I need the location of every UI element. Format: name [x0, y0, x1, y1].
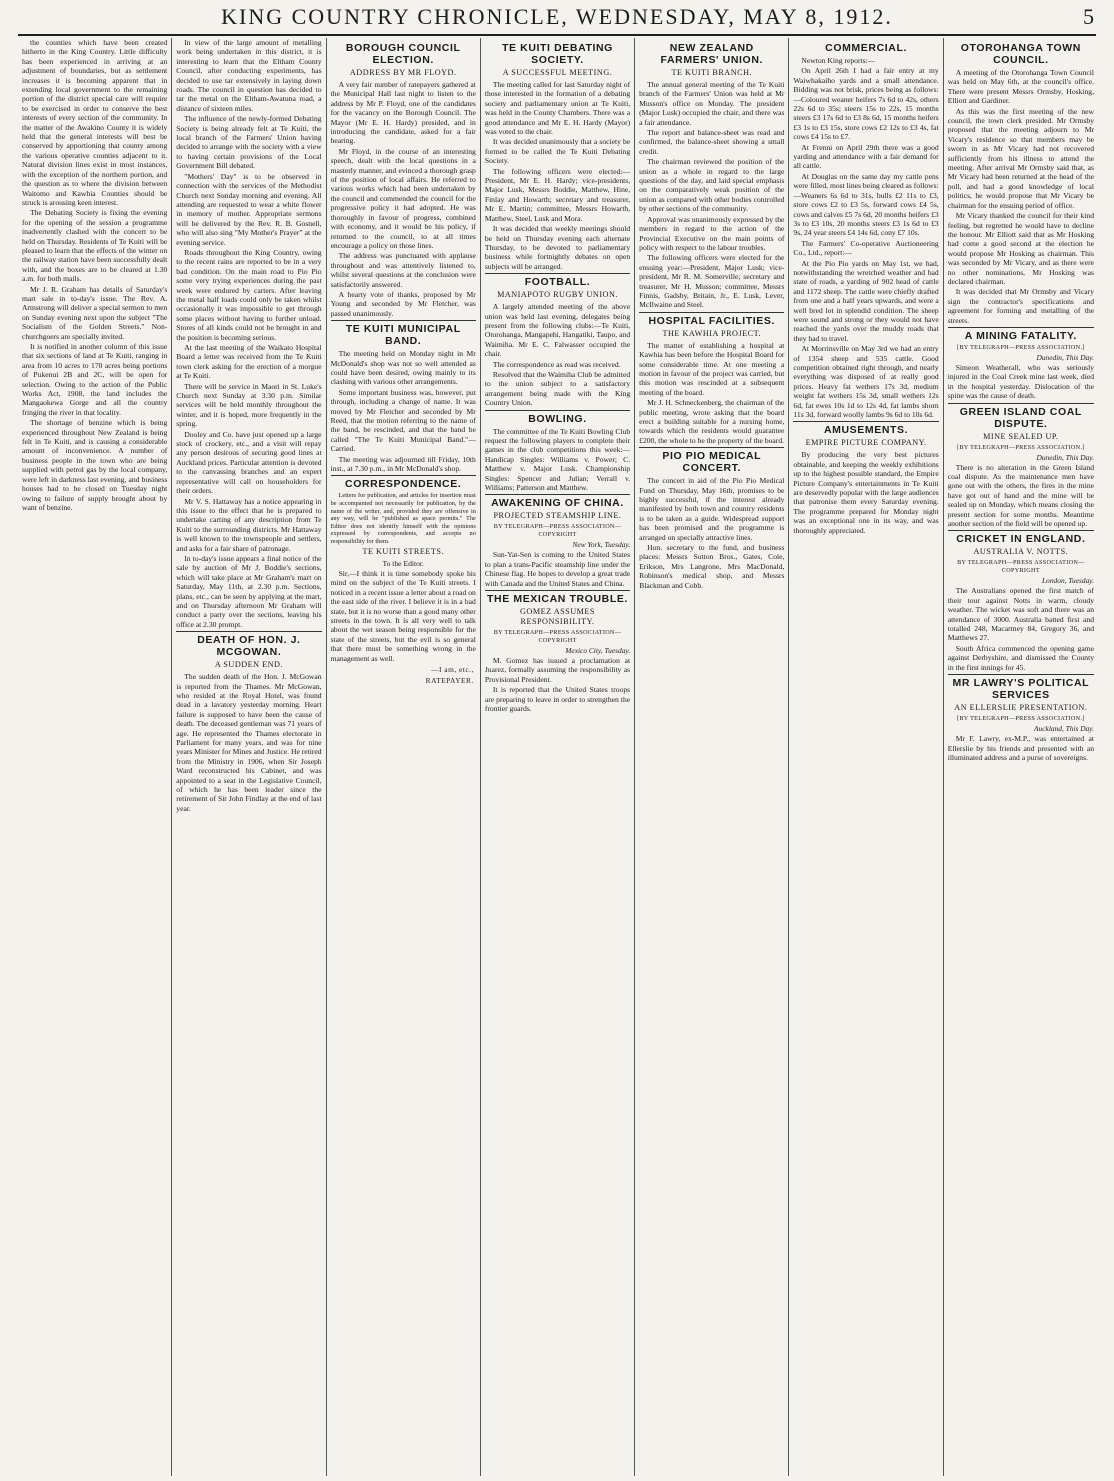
article-subheadline: A SUCCESSFUL MEETING.: [502, 68, 613, 77]
dateline-place: New York, Tuesday.: [572, 540, 631, 550]
article-subheadline: TE KUITI BRANCH.: [671, 68, 753, 77]
paragraph: The influence of the newly-formed Debating Society is being already felt at Te Kuiti, the local branch of the Farmers' Union having decided to arrange with the society with a view to having certain provisions of the Local Government Bill debated.: [176, 114, 322, 171]
paragraph: "Mothers' Day" is to be observed in connection with the services of the Methodist Church next Sunday morning and evening. All attending are requested to wear a white flower in memory of mother. Appropriate sermons will be delivered by the Rev. R. B. Gosnell, who will also sing "My Mother's Prayer" at the evening service.: [176, 171, 322, 247]
dateline-agency: BY TELEGRAPH—PRESS ASSOCIATION—COPYRIGHT: [957, 559, 1085, 575]
paragraph: It is reported that the United States troops are preparing to leave in order to strengthen the frontier guards.: [484, 685, 631, 714]
paragraph: The correspondence as read was received.: [492, 359, 621, 369]
paragraph: Letters for publication, and articles for insertion must be accompanied not necessarily for publication, by the name of the writer, and, provided they are offensive in any way, will be "published as space permits." The Editor does not identify himself with the opinions expressed by correspondents, and accepts no responsibility for them.: [330, 492, 476, 545]
paragraph: The annual general meeting of the Te Kuiti branch of the Farmers' Union was held at Mr Musson's office on Monday. The president (Major Lusk) occupied the chair, and there was a fair attendance.: [639, 80, 785, 127]
dateline-agency: [BY TELEGRAPH—PRESS ASSOCIATION.]: [957, 343, 1085, 351]
column-4: [481, 38, 635, 1476]
article-subheadline: THE KAWHIA PROJECT.: [662, 328, 762, 338]
dateline-place: Dunedin, This Day.: [1036, 452, 1094, 462]
article-subheadline: PROJECTED STEAMSHIP LINE.: [493, 511, 622, 521]
column-2: [172, 38, 326, 1476]
paragraph: Sun-Yat-Sen is coming to the United States to plan a trans-Pacific steamship line under the Chinese flag. He hopes to develop a great trade with Canada and the United States and China.: [484, 550, 631, 588]
paragraph: A largely attended meeting of the above union was held last evening, delegates being present from the following clubs:—Te Kuiti, Otorohanga, Mangapehi, Hangatiki, Taupo, and Waimiha. Mr E. C. Falwasser occupied the chair.: [484, 302, 631, 359]
paragraph: There will be service in Maori in St. Luke's Church next Sunday at 3.30 p.m. Similar services will be held monthly throughout the winter, and it is hoped, more frequently in the spring.: [176, 381, 322, 429]
paragraph: It is notified in another column of this issue that six sections of land at Te Kuiti, ranging in area from 10 acres to 170 acres being portions of Pukenui 2B and 2C, will be open for selection. Owing to the action of the Public Works Act, 1908, the land includes the Mangaokewa Gorge and all the country fringing the river in that locality.: [22, 342, 168, 417]
column-6: [789, 38, 943, 1476]
paragraph: Approval was unanimously expressed by the members in regard to the action of the Provincial Executive on the main points of policy with respect to the labour troubles.: [639, 214, 785, 252]
article-headline: PIO PIO MEDICAL CONCERT.: [639, 447, 784, 474]
article-subheadline: GOMEZ ASSUMES RESPONSIBILITY.: [520, 607, 595, 627]
paragraph: A hearty vote of thanks, proposed by Mr Young and seconded by Mr Fletcher, was passed unanimously.: [330, 289, 476, 318]
page-number: 5: [1083, 4, 1094, 29]
paragraph: The report and balance-sheet was read and confirmed, the balance-sheet showing a small credit.: [639, 128, 785, 156]
paragraph: The Debating Society is fixing the evening for the opening of the session a programme inadvertently clashed with the concert to be held on Thursday. Residents of Te Kuiti will be pleased to learn that the effects of the winter on the railway station have been successfully dealt with, and the boxes are to be cleared at 1.30 a.m. for both mails.: [22, 208, 168, 284]
column-7: [944, 38, 1098, 1476]
paragraph: Mr J. H. Schneckenberg, the chairman of the public meeting, wrote asking that the board erect a building suitable for a nursing home, towards which the residents would guarantee £200, the whole to be the property of the board.: [639, 398, 785, 445]
article-subheadline: MINE SEALED UP.: [983, 431, 1059, 441]
article-headline: NEW ZEALAND FARMERS' UNION.: [660, 42, 764, 66]
dateline-agency: BY TELEGRAPH—PRESS ASSOCIATION—COPYRIGHT: [493, 523, 622, 539]
paragraph: At the Pio Pio yards on May 1st, we had, notwithstanding the wretched weather and bad state of roads, a yarding of 902 head of cattle and 1172 sheep. The cattle were chiefly drafted from one and a half years upwards, and were a well bred lot in splendid condition. The sheep were sound and strong or they would not have reached the yards over the muddy roads that they had to travel.: [793, 258, 939, 343]
article-subheadline: AUSTRALIA V. NOTTS.: [973, 547, 1069, 557]
article-subheadline: AN ELLERSLIE PRESENTATION.: [954, 703, 1088, 713]
signature-line: —I am, etc.,: [431, 665, 474, 675]
paragraph: Mr F. Lawry, ex-M.P., was entertained at Ellerslie by his friends and presented with an illuminated address and a purse of sovereigns.: [947, 734, 1094, 762]
paragraph: Hon. secretary to the fund, and business places: Messrs Sutton Bros., Gates, Cole, Erikson, Mrs Langrone, Mrs MacDonald, Robinson's medical shop, and Messrs Blackman and Cobb.: [639, 543, 785, 590]
paragraph: The following officers were elected:—President, Mr E. H. Hardy; vice-presidents, Major Lusk, Messrs Boddie, Matthew, Hine, Finlay and Howarth; secretary and treasurer, Mr E. Martin; committee, Messrs Howarth, Matthew, Steel, Lusk and Mora.: [484, 166, 631, 223]
paragraph: As this was the first meeting of the new council, the town clerk presided. Mr Ormsby proposed that the meeting adjourn to Mr Vicary's residence so that members may be sworn in as Mr Vicary had not recovered sufficiently from his illness to attend the meeting. After arrival Mr Ormsby said that, as Mr Vicary had been returned at the head of the poll, and had a good knowledge of local politics, he would propose that Mr Vicary be chairman for the ensuing period of office.: [947, 106, 1094, 210]
paragraph: Mr J. R. Graham has details of Saturday's mart sale in to-day's issue. The Rev. A. Armstrong will deliver a special sermon to men on Sunday evening next upon the subject "The Socialism of the Golden Streets." Non-churchgoers are specially invited.: [22, 284, 168, 341]
paragraph: At Morrinsville on May 3rd we had an entry of 1354 sheep and 535 cattle. Good competition obtained right through, and nearly everything was disposed of at really good prices. Heavy fat wethers 17s 3d, medium weight fat wethers 15s 3d, small wethers 12s 6d, fat ewes 10s 1d to 12s 4d, fat lambs shorn 11s 3d, forward woolly lambs 9s 6d to 10s 6d.: [793, 344, 939, 420]
paragraph: A very fair number of ratepayers gathered at the Municipal Hall last night to listen to the address by Mr P. Floyd, one of the candidates for the vacancy on the Borough Council. The Mayor (Mr E. H. Hardy) presided, and in introducing the candidate, asked for a fair hearing.: [330, 80, 476, 146]
article-headline: DEATH OF HON. J. MCGOWAN.: [176, 631, 321, 658]
paragraph: The meeting held on Monday night in Mr McDonald's shop was not so well attended as could have been desired, owing mainly to its clashing with various other arrangements.: [330, 349, 476, 387]
article-headline: CORRESPONDENCE.: [331, 475, 476, 490]
dateline-place: Dunedin, This Day.: [1036, 352, 1094, 362]
paragraph: Simeon Weatherall, who was seriously injured in the Coal Creek mine last week, died in the hospital yesterday. Dislocation of the spine was the cause of death.: [947, 362, 1094, 401]
dateline-place: London, Tuesday.: [1042, 576, 1094, 586]
paragraph: On April 26th I had a fair entry at my Waiwhakaiho yards and a small attendance. Bidding was not brisk, prices being as follows:—Coloured weaner heifers 7s 6d to 42s, others 22s 6d to 35s; steers 15s to 22s, 15 months steers £3 17s 6d to £3 8s 6d, 15 months heifers £3 1s to £3 15s, store cows £2 12s to £3 4s, fat cows £4 15s to £7.: [793, 66, 939, 142]
paragraph: By producing the very best pictures obtainable, and keeping the weekly exhibitions up to the highest possible standard, the Empire Picture Company's entertainments in Te Kuiti are deservedly popular with the large audiences that patronise them every Saturday evening. The programme prepared for Monday night was an exceptional one in its way, and was thoroughly appreciated.: [793, 450, 939, 535]
article-subheadline: A SUDDEN END.: [214, 660, 283, 670]
dateline-agency: BY TELEGRAPH—PRESS ASSOCIATION—COPYRIGHT: [493, 629, 622, 645]
article-headline: BOROUGH COUNCIL ELECTION.: [345, 42, 461, 66]
masthead: [18, 4, 1096, 36]
paragraph: In to-day's issue appears a final notice of the sale by auction of Mr J. Boddie's sections, which will take place at Mr Graham's mart on Saturday, May 11th, at 2.30 p.m. Sections, plans, etc., can be seen by applying at the mart, and on Thursday afternoon Mr Graham will conduct a party over the sections, leaving his office at 2.30 prompt.: [176, 553, 322, 629]
paragraph: M. Gomez has issued a proclamation at Juarez, formally assuming the responsibility as Provisional President.: [484, 656, 631, 684]
paragraph: There is no alteration in the Green Island coal dispute. As the maintenance men have gone out with the others, the fires in the mine have got out of hand and the mine will be sealed up on Monday, which means closing the present section for some months. Meantime another section of the field will be opened up.: [947, 462, 1094, 529]
paragraph: It was decided unanimously that a society be formed to be called the Te Kuiti Debating Society.: [484, 137, 631, 166]
article-headline: CRICKET IN ENGLAND.: [948, 530, 1094, 545]
paragraph: The matter of establishing a hospital at Kawhia has been before the Hospital Board for some considerable time. At one meeting a motion in favour of the project was carried, but this motion was rescinded at a subsequent meeting of the board.: [639, 340, 785, 397]
article-headline: THE MEXICAN TROUBLE.: [485, 590, 630, 605]
paragraph: To the Editor.: [382, 558, 424, 568]
article-headline: GREEN ISLAND COAL DISPUTE.: [948, 403, 1094, 430]
paragraph: The meeting was adjourned till Friday, 10th inst., at 7.30 p.m., in Mr McDonald's shop.: [330, 454, 476, 474]
article-headline: COMMERCIAL.: [825, 42, 907, 54]
dateline-place: Auckland, This Day.: [1034, 724, 1094, 734]
article-headline: TE KUITI MUNICIPAL BAND.: [331, 320, 476, 347]
paragraph: The sudden death of the Hon. J. McGowan is reported from the Thames. Mr McGowan, who resided at the Royal Hotel, was found dead in a lavatory yesterday morning. Heart failure is supposed to have been the cause of death. The deceased gentleman was 71 years of age. He represented the Thames electorate in Parliament for many years, and was for nine years Minister for Mines and Justice. He retired from the Ministry in 1906, when Sir Joseph Ward reconstructed his Cabinet, and was appointed to a seat in the Legislative Council, of which he has been leader since the retirement of Sir John Findlay at the end of last year.: [176, 672, 322, 813]
article-headline: FOOTBALL.: [485, 273, 630, 288]
column-3: [327, 38, 481, 1476]
paragraph: A meeting of the Otorohanga Town Council was held on May 6th, at the council's office. There were present Messrs Ormsby, Hosking, Elliott and Gardiner.: [947, 68, 1094, 106]
paragraph: The meeting called for last Saturday night of those interested in the formation of a debating society and parliamentary union at Te Kuiti, was held in the County Chambers. There was a good attendance and Mr E. H. Hardy (Mayor) was voted to the chair.: [484, 80, 631, 137]
paragraph: In view of the large amount of metalling work being undertaken in this district, it is interesting to learn that the Eltham County Council, after conducting experiments, has decided to use tar extensively in laying down roads. The council in question has decided to tar the metal on the Eltham-Awatuna road, a distance of sixteen miles.: [176, 38, 322, 113]
paragraph: The chairman reviewed the position of the union as a whole in regard to the large questions of the day, and laid special emphasis on the comparatively weak position of the union as compared with other bodies controlled by other sections of the community.: [639, 157, 785, 214]
article-headline: MR LAWRY'S POLITICAL SERVICES: [948, 674, 1094, 701]
paragraph: It was decided that weekly meetings should be held on Thursday evening each alternate Thursday, to be devoted to parliamentary business while fortnightly debates on open subjects will be arranged.: [484, 224, 631, 271]
paragraph: At the last meeting of the Waikato Hospital Board a letter was received from the Te Kuiti town clerk asking for the erection of a morgue at Te Kuiti.: [176, 343, 322, 381]
paragraph: South Africa commenced the opening game against Derbyshire, and dismissed the County in the first innings for 45.: [947, 643, 1094, 672]
signature-line: RATEPAYER.: [425, 676, 474, 686]
dateline-place: Mexico City, Tuesday.: [565, 646, 631, 656]
paragraph: Sir,—I think it is time somebody spoke his mind on the subject of the Te Kuiti streets. I noticed in a recent issue a letter about a road on the east side of the river. I believe it is in a bad state, but it is no worse than a good many other streets in the town. It is all very well to talk about the wet season being responsible for the state of the streets, but the evil is so general that there must be something wrong in the management as well.: [330, 569, 476, 663]
paragraph: At Frenni on April 29th there was a good yarding and attendance with a fair demand for all cattle.: [793, 142, 939, 171]
paragraph: The following officers were elected for the ensuing year:—President, Major Lusk; vice-president, Mr R. M. Somerville; secretary and treasurer, Mr H. Musson; committee, Messrs Finnis, Gadsby, Britain, Jr., E. Lusk, Lever, McIlwaine and Steel.: [639, 253, 785, 310]
dateline-agency: [BY TELEGRAPH—PRESS ASSOCIATION.]: [957, 443, 1085, 451]
dateline-agency: [BY TELEGRAPH—PRESS ASSOCIATION.]: [957, 715, 1085, 723]
paragraph: Mr Vicary thanked the council for their kind feeling, but regretted he would have to decline the honour. Mr Elliott said that as Mr Hosking had come a good second at the election he would propose Mr Hosking as chairman. This was seconded by Mr Vicary, and as there were no other nominations, Mr Hosking was declared chairman.: [947, 211, 1094, 286]
paragraph: It was decided that Mr Ormsby and Vicary sign the contractor's specifications and agreement for forming and metalling of the streets.: [947, 287, 1094, 325]
article-subheadline: EMPIRE PICTURE COMPANY.: [805, 438, 927, 448]
paragraph: The committee of the Te Kuiti Bowling Club request the following players to complete their games in the club competitions this week:—Handicap Singles: Williams v. Power; C. Matthew v. Major Lusk. Championship Singles: Spencer and Julian; Verrall v. Williams; Patterson and Matthew.: [484, 426, 631, 493]
paragraph: The concert in aid of the Pio Pio Medical Fund on Thursday, May 16th, promises to be highly successful, if the interest already manifested by both town and country residents is to be taken as a guide. Widespread support has been promised and the programme is arranged on specially attractive lines.: [639, 476, 785, 542]
article-headline: A MINING FATALITY.: [948, 327, 1094, 342]
paragraph: The shortage of benzine which is being experienced throughout New Zealand is being felt in Te Kuiti, and is causing a considerable amount of inconvenience. A number of business people in the town who are being supplied with petrol gas by the local company, were left in darkness last evening, and business houses had to be closed on Tuesday night owing to failure of supply brought about by want of benzine.: [22, 418, 168, 512]
article-headline: HOSPITAL FACILITIES.: [639, 312, 784, 327]
paragraph: Newton King reports:—: [801, 56, 876, 65]
article-headline: BOWLING.: [485, 410, 630, 425]
paragraph: The address was punctuated with applause throughout and was attentively listened to, whilst several questions at the conclusion were satisfactorily answered.: [330, 251, 476, 289]
article-subheadline: ADDRESS BY MR FLOYD.: [349, 68, 457, 77]
column-5: [635, 38, 789, 1476]
article-subheadline: MANIAPOTO RUGBY UNION.: [497, 290, 618, 300]
article-headline: AWAKENING OF CHINA.: [485, 494, 630, 509]
paragraph: Resolved that the Waimiha Club be admitted to the union subject to a satisfactory arrangement being made with the King Country Union.: [484, 369, 631, 408]
article-subheadline: TE KUITI STREETS.: [362, 546, 444, 556]
paragraph: The Farmers' Co-operative Auctioneering Co., Ltd., report:—: [793, 238, 939, 258]
paragraph: Roads throughout the King Country, owing to the recent rains are reported to be in a very bad condition. On the main road to Pio Pio some very trying experiences during the past week were endured by carters. After leaving the metal half loads could only be taken whilst occasionally it was impossible to get through some places without having to further unload. Stores of all kinds could not be brought in and the position is becoming serious.: [176, 247, 322, 342]
column-1: [18, 38, 172, 1476]
paragraph: Mr V. S. Hattaway has a notice appearing in this issue to the effect that he is prepared to undertake carting of any description from Te Kuiti to the surrounding districts. Mr Hattaway is well known to the townspeople and settlers, and asks for a fair share of patronage.: [176, 496, 322, 553]
paragraph: Dooley and Co. have just opened up a large stock of crockery, etc., and a visit will repay any person desirous of securing good lines at Auckland prices. Particular attention is devoted to the canvassing branches and an expert representative will call on householders for their orders.: [176, 429, 322, 496]
paragraph: The Australians opened the first match of their tour against Notts in warm, cloudy weather. The wicket was soft and there was an attendance of 3000. Australia batted first and totalled 248, Macartney 84, Gregory 36, and Matthews 27.: [947, 586, 1094, 643]
article-headline: OTOROHANGA TOWN COUNCIL.: [960, 42, 1081, 66]
article-headline: TE KUITI DEBATING SOCIETY.: [502, 42, 613, 66]
article-headline: AMUSEMENTS.: [793, 421, 938, 436]
paragraph: the counties which have been created hitherto in the King Country. Little difficulty has been experienced in arriving at an adjustment of boundaries, but as settlement increases it is becoming apparent that in extending local government to the remaining portion of the district special care will require to be exercised in order to conserve the best interests of every section of the community. In the matter of the Awakino County it is widely held that the general interests will best be conserved by apportioning that county among the various operative counties adjacent to it. Natural division lines exist in most instances, with the exception of the northern portion, and the question as to where the division between Waitomo and Kawhia Counties should be struck is arousing keen interest.: [22, 38, 168, 207]
masthead-title: KING COUNTRY CHRONICLE, WEDNESDAY, MAY 8, 1912.: [221, 4, 893, 29]
paragraph: Some important business was, however, put through, including a change of name. It was moved by Mr Fletcher and seconded by Mr Reed, that the motion referring to the name of the band, be rescinded, and that the band be called "The Te Kuiti Municipal Band."—Carried.: [330, 387, 476, 454]
paragraph: At Douglas on the same day my cattle pens were filled, most lines being cleared as follows:—Weaners 6s 6d to 31s, bulls £2 11s to £3, store cows £2 to £3 5s, forward cows £4 5s, cows and calves £5 7s 6d, 20 months heifers £3 3s to £3 10s, 20 months steers £3 1s 6d to £3 9s, 24 year steers £4 14s 6d, cony £7 10s.: [793, 171, 939, 238]
paragraph: Mr Floyd, in the course of an interesting speech, dealt with the local questions in a masterly manner, and evinced a thorough grasp of the position of local affairs. He referred to various works which had been undertaken by the council and commended the council for the progressive policy it had adopted. He was thoroughly in favour of progress, combined with economy, and it would be his policy, if returned to the council, to at all times encourage a policy on those lines.: [330, 146, 476, 250]
columns: [18, 38, 1098, 1476]
